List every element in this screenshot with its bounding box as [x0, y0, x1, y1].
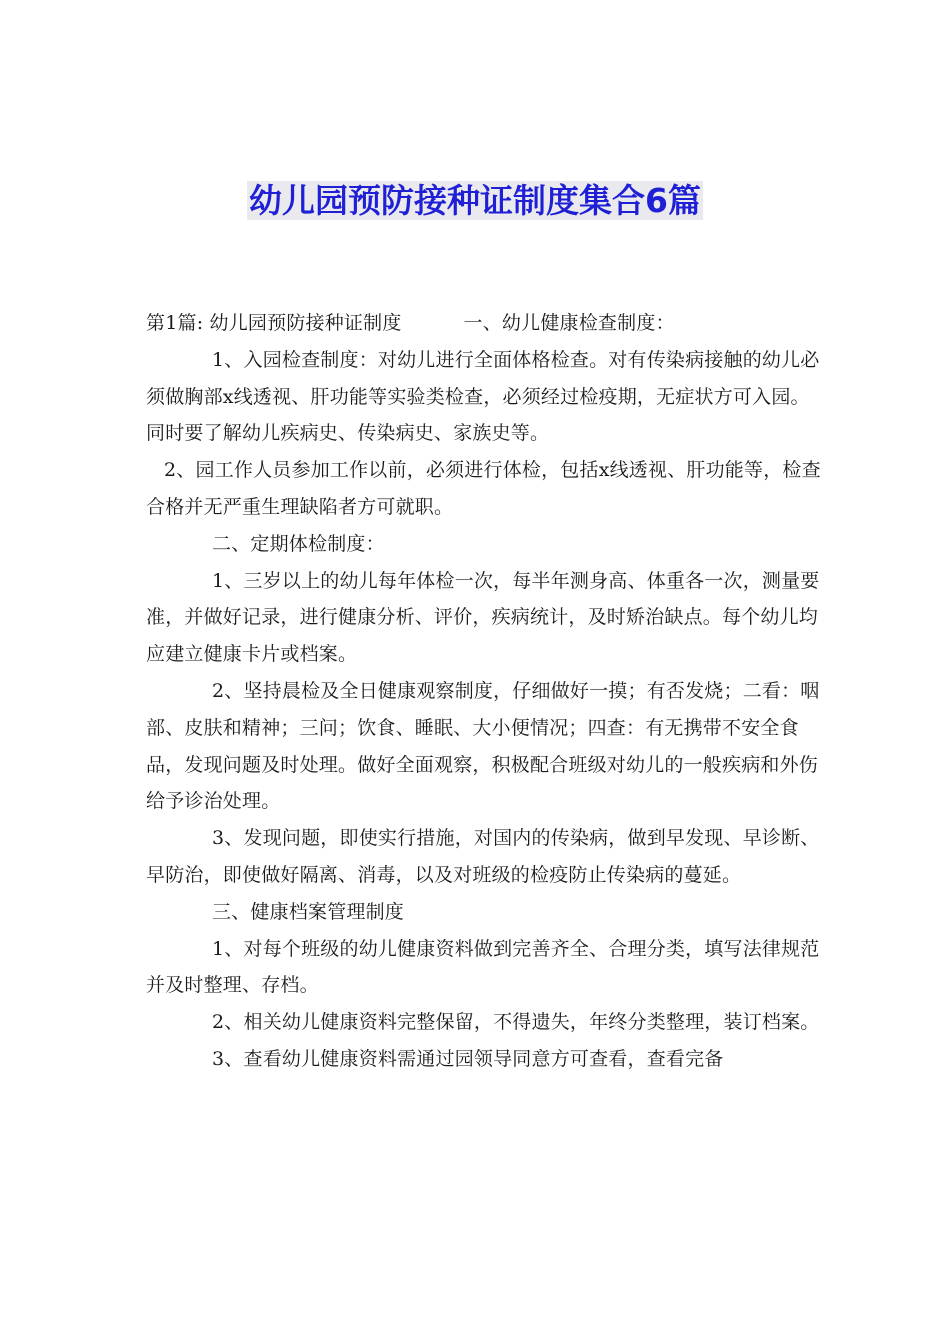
- paragraph: 3、发现问题，即使实行措施，对国内的传染病，做到早发现、早诊断、早防治，即使做好隔离、消毒，以及对班级的检疫防止传染病的蔓延。: [146, 827, 820, 886]
- paragraph: 1、入园检查制度：对幼儿进行全面体格检查。对有传染病接触的幼儿必须做胸部x线透视、肝功能等实验类检查，必须经过检疫期，无症状方可入园。同时要了解幼儿疾病史、传染病史、家族史等。: [146, 348, 820, 445]
- paragraph: 3、查看幼儿健康资料需通过园领导同意方可查看，查看完备: [212, 1047, 724, 1070]
- paragraph: 2、坚持晨检及全日健康观察制度，仔细做好一摸；有否发烧；二看：咽部、皮肤和精神；三问；饮食、睡眠、大小便情况；四查：有无携带不安全食品，发现问题及时处理。做好全面观察，积极配合班级对幼儿的一般疾病和外伤给予诊治处理。: [146, 679, 820, 813]
- paragraph: 2、园工作人员参加工作以前，必须进行体检，包括x线透视、肝功能等，检查合格并无严重生理缺陷者方可就职。: [146, 459, 821, 518]
- paragraph: 1、三岁以上的幼儿每年体检一次，每半年测身高、体重各一次，测量要准，并做好记录，进行健康分析、评价，疾病统计，及时矫治缺点。每个幼儿均应建立健康卡片或档案。: [146, 569, 820, 666]
- document-body: [146, 305, 826, 1078]
- paragraph: [146, 305, 826, 342]
- paragraph: 二、定期体检制度：: [212, 532, 385, 555]
- paragraph: 三、健康档案管理制度: [212, 900, 405, 923]
- document-title: [0, 176, 950, 226]
- section-heading: 第1篇: 幼儿园预防接种证制度: [146, 312, 402, 334]
- paragraph: 1、对每个班级的幼儿健康资料做到完善齐全、合理分类，填写法律规范并及时整理、存档。: [146, 937, 820, 997]
- document-title-text: 幼儿园预防接种证制度集合6篇: [249, 181, 701, 220]
- paragraph: 2、相关幼儿健康资料完整保留，不得遗失，年终分类整理，装订档案。: [212, 1011, 820, 1034]
- subsection-heading: 一、幼儿健康检查制度：: [463, 312, 675, 334]
